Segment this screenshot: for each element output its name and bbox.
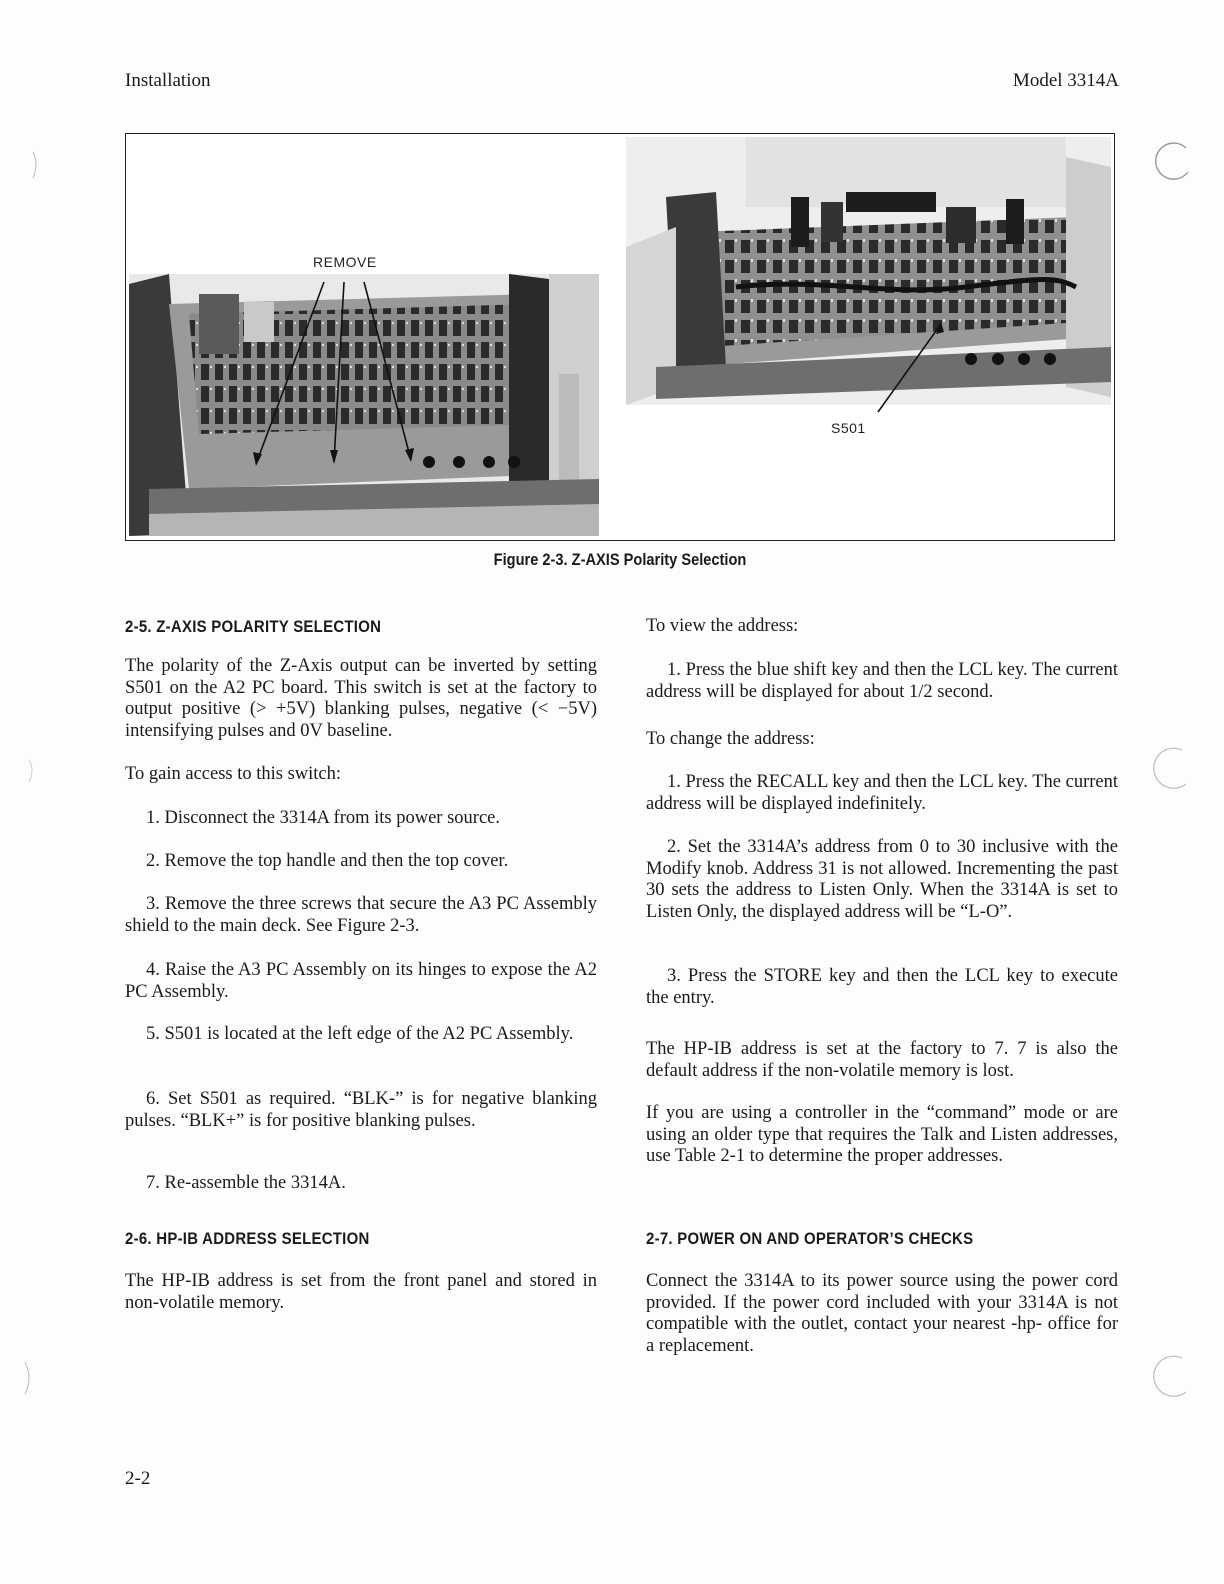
step-2-block <box>125 851 597 873</box>
callout-remove: REMOVE <box>313 254 377 270</box>
paragraph-gain-access: To gain access to this switch: <box>125 764 342 784</box>
access-label-block <box>125 764 597 786</box>
step-7-block <box>125 1173 597 1195</box>
paragraph-factory-address: The HP-IB address is set at the factory to 7. 7 is also the default address if the non-volatile memory is lost. <box>646 1039 1118 1081</box>
view-label-block <box>646 616 1118 638</box>
list-item: 3. Remove the three screws that secure the A3 PC Assembly shield to the main deck. See Figure 2-3. <box>125 894 597 936</box>
section-2-6-body <box>125 1271 597 1314</box>
change-step-1-block <box>646 772 1118 815</box>
section-2-7-heading <box>646 1228 1118 1250</box>
scan-mark-left-middle <box>26 758 38 784</box>
figure-caption: Figure 2-3. Z-AXIS Polarity Selection <box>493 550 747 569</box>
list-item: 7. Re-assemble the 3314A. <box>146 1173 346 1193</box>
scan-mark-left-bottom <box>22 1360 36 1396</box>
view-step-block <box>646 660 1118 703</box>
list-item: 5. S501 is located at the left edge of the A2 PC Assembly. <box>146 1024 574 1044</box>
binder-hole-mark-middle <box>1148 744 1192 794</box>
paragraph-hpib-address: The HP-IB address is set from the front panel and stored in non-volatile memory. <box>125 1271 597 1313</box>
section-2-5-intro <box>125 656 597 742</box>
list-item: 1. Disconnect the 3314A from its power source. <box>146 808 500 828</box>
callout-s501: S501 <box>831 420 866 436</box>
controller-note-block <box>646 1103 1118 1168</box>
callout-lines <box>126 134 1115 541</box>
heading-z-axis-polarity: 2-5. Z-AXIS POLARITY SELECTION <box>125 617 382 636</box>
change-step-2-block <box>646 837 1118 923</box>
step-3-block <box>125 894 597 937</box>
step-5-block <box>125 1024 597 1046</box>
step-1-block <box>125 808 597 830</box>
binder-hole-mark-bottom <box>1148 1352 1192 1402</box>
list-item: 2. Remove the top handle and then the top cover. <box>146 851 509 871</box>
running-head-model: Model 3314A <box>1012 70 1119 91</box>
list-item: 1. Press the RECALL key and then the LCL key. The current address will be displayed indefinitely. <box>646 772 1118 814</box>
paragraph-power-source: Connect the 3314A to its power source using the power cord provided. If the power cord included with your 3314A is not compatible with the outlet, contact your nearest -hp- office for a replacement. <box>646 1271 1118 1356</box>
change-label-block <box>646 729 1118 751</box>
section-2-5-heading <box>125 616 597 638</box>
paragraph-view-address: To view the address: <box>646 616 799 636</box>
list-item: 2. Set the 3314A’s address from 0 to 30 inclusive with the Modify knob. Address 31 is not allowed. Incrementing the past 30 sets the address to Listen Only. When the 3314A is set to Listen Only, the displayed address will be “L-O”. <box>646 837 1118 922</box>
list-item: 4. Raise the A3 PC Assembly on its hinges to expose the A2 PC Assembly. <box>125 960 597 1002</box>
step-6-block <box>125 1089 597 1132</box>
section-2-6-heading <box>125 1228 597 1250</box>
paragraph-change-address: To change the address: <box>646 729 815 749</box>
change-step-3-block <box>646 966 1118 1009</box>
step-4-block <box>125 960 597 1003</box>
list-item: 3. Press the STORE key and then the LCL key to execute the entry. <box>646 966 1118 1008</box>
paragraph-controller-mode: If you are using a controller in the “command” mode or are using an older type that requires the Talk and Listen addresses, use Table 2-1 to determine the proper addresses. <box>646 1103 1118 1166</box>
scan-mark-left-top <box>30 150 42 180</box>
paragraph-polarity-intro: The polarity of the Z-Axis output can be inverted by setting S501 on the A2 PC board. This switch is set at the factory to output positive (> +5V) blanking pulses, negative (< −5V) intensifying pulses and 0V baseline. <box>125 656 597 741</box>
heading-power-on-checks: 2-7. POWER ON AND OPERATOR’S CHECKS <box>646 1229 974 1248</box>
factory-note-block <box>646 1039 1118 1082</box>
list-item: 6. Set S501 as required. “BLK-” is for negative blanking pulses. “BLK+” is for positive blanking pulses. <box>125 1089 597 1131</box>
page-number: 2-2 <box>125 1468 151 1489</box>
figure-frame <box>125 133 1115 541</box>
running-head-section: Installation <box>125 70 211 91</box>
heading-hpib-address: 2-6. HP-IB ADDRESS SELECTION <box>125 1229 370 1248</box>
section-2-7-body <box>646 1271 1118 1357</box>
binder-hole-mark-top <box>1148 138 1192 182</box>
list-item: 1. Press the blue shift key and then the LCL key. The current address will be displayed for about 1/2 second. <box>646 660 1118 702</box>
